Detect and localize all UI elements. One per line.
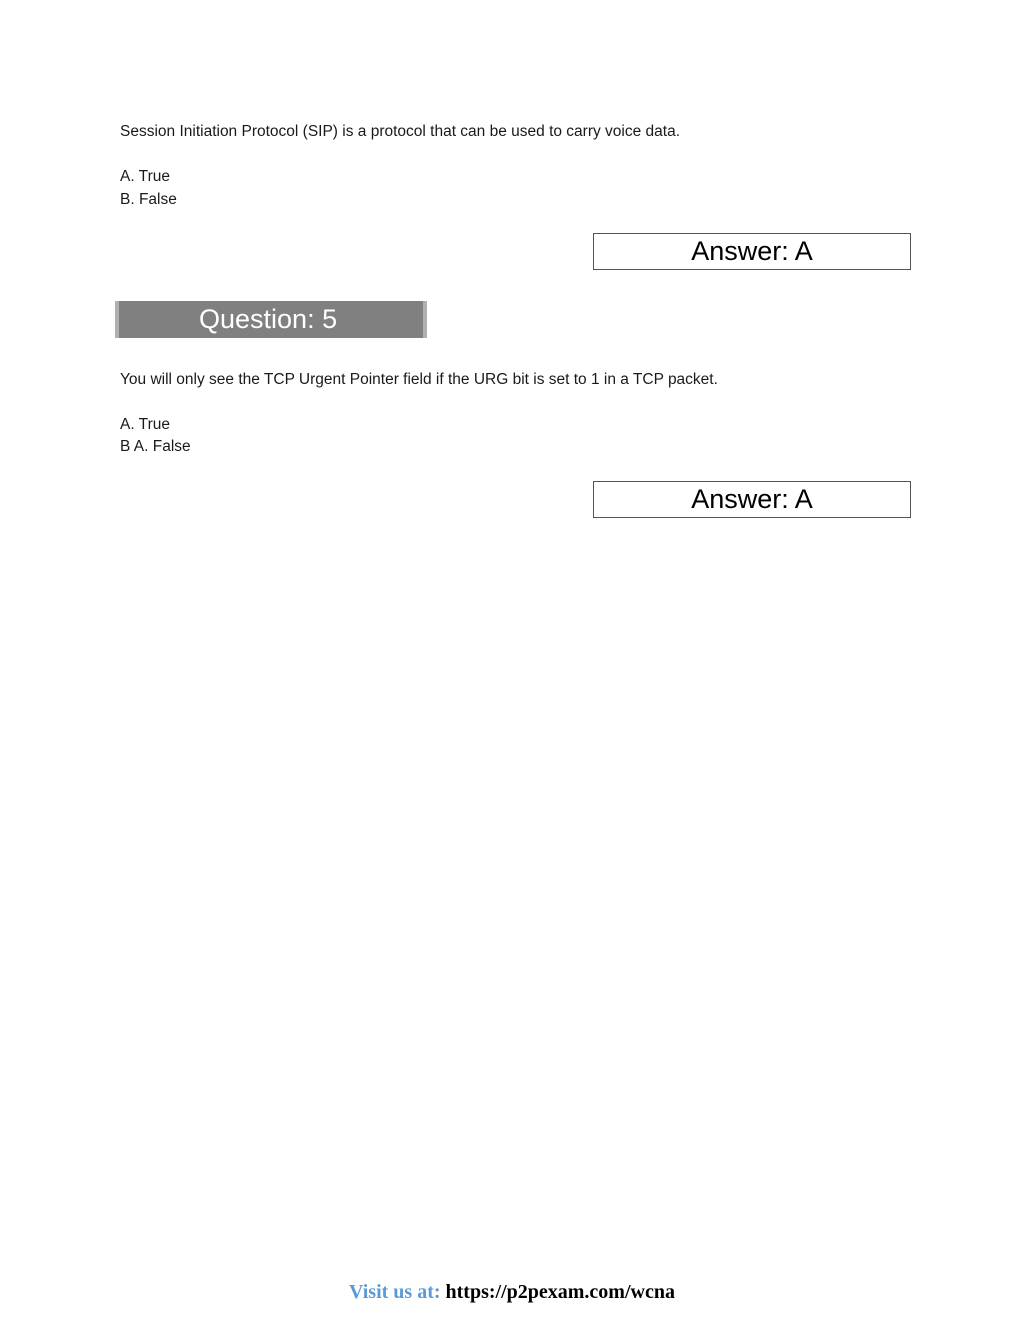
footer-label: Visit us at:: [349, 1281, 441, 1303]
question-5-text: You will only see the TCP Urgent Pointer field if the URG bit is set to 1 in a TCP packet.: [120, 371, 718, 388]
question-5-option-a: A. True: [120, 416, 170, 433]
question-5-title: Question: 5: [199, 304, 338, 334]
question-5-answer: Answer: A: [691, 484, 813, 514]
question-4-answer-box: [593, 233, 911, 270]
question-4-answer: Answer: A: [691, 236, 813, 266]
question-4-text: Session Initiation Protocol (SIP) is a protocol that can be used to carry voice data.: [120, 123, 681, 140]
footer-url-link[interactable]: https://p2pexam.com/wcna: [445, 1281, 675, 1303]
question-5-header: [115, 301, 427, 338]
question-4-option-a: A. True: [120, 168, 170, 185]
question-4-option-b: B. False: [120, 191, 177, 208]
footer: [0, 1281, 1024, 1304]
question-5-option-b: B A. False: [120, 438, 191, 455]
question-5-answer-box: [593, 481, 911, 518]
